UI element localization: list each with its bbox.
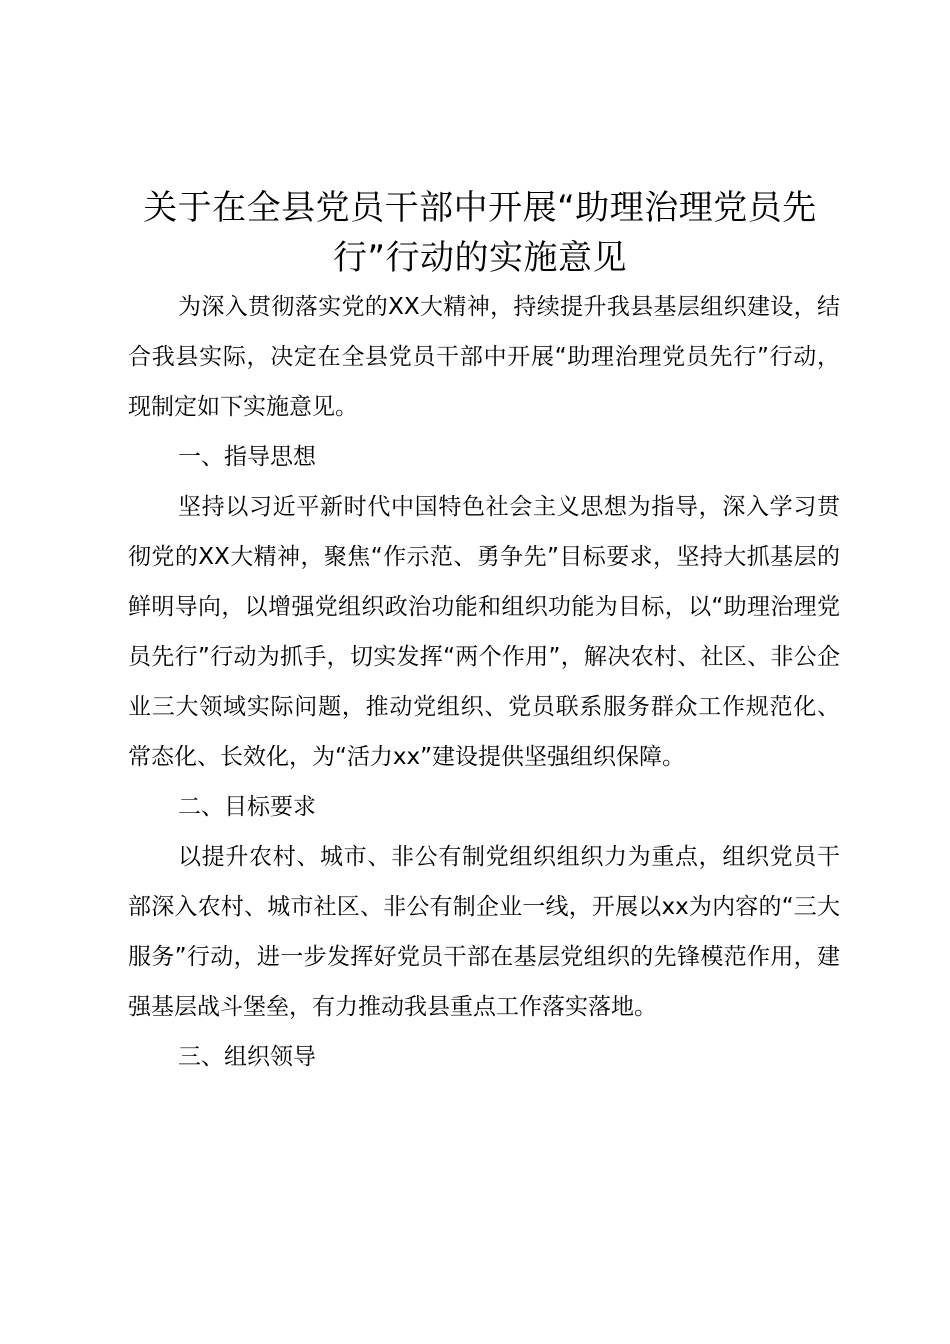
document-body xyxy=(128,282,840,1082)
document-title: 关于在全县党员干部中开展“助理治理党员先行”行动的实施意见 xyxy=(143,188,817,278)
section-heading-goals: 二、目标要求 xyxy=(178,794,316,820)
section-body-guiding-ideology: 坚持以习近平新时代中国特色社会主义思想为指导，深入学习贯彻党的XX大精神，聚焦“作示范、勇争先”目标要求，坚持大抓基层的鲜明导向，以增强党组织政治功能和组织功能为目标，以“助理治理党员先行”行动为抓手，切实发挥“两个作用”，解决农村、社区、非公企业三大领域实际问题，推动党组织、党员联系服务群众工作规范化、常态化、长效化，为“活力xx”建设提供坚强组织保障。 xyxy=(128,494,840,770)
intro-paragraph: 为深入贯彻落实党的XX大精神，持续提升我县基层组织建设，结合我县实际，决定在全县党员干部中开展“助理治理党员先行”行动，现制定如下实施意见。 xyxy=(128,294,840,420)
section-heading-organization: 三、组织领导 xyxy=(178,1044,316,1070)
section-body-goals: 以提升农村、城市、非公有制党组织组织力为重点，组织党员干部深入农村、城市社区、非公有制企业一线，开展以xx为内容的“三大服务”行动，进一步发挥好党员干部在基层党组织的先锋模范作用，建强基层战斗堡垒，有力推动我县重点工作落实落地。 xyxy=(128,844,840,1020)
section-heading-guiding-ideology: 一、指导思想 xyxy=(178,444,316,470)
